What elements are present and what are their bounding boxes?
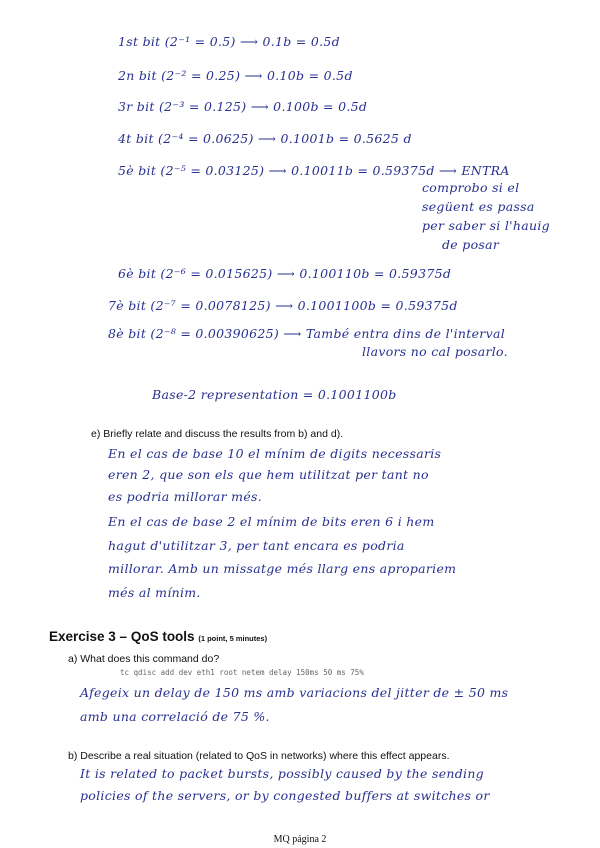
bit-5-note-1: comprobo si el [422,180,520,195]
question-e: e) Briefly relate and discuss the results from b) and d). [91,428,344,440]
question-b: b) Describe a real situation (related to QoS in networks) where this effect appears. [68,750,450,762]
bit-8-note: llavors no cal posarlo. [362,344,508,359]
base2-representation: Base-2 representation = 0.1001100b [152,387,397,402]
bit-2-line: 2n bit (2⁻² = 0.25) ⟶ 0.10b = 0.5d [118,68,353,83]
answer-b-line-2: policies of the servers, or by congested buffers at switches or [80,788,490,803]
question-a: a) What does this command do? [68,653,220,665]
answer-a-line-2: amb una correlació de 75 %. [80,709,270,724]
netem-command: tc qdisc add dev eth1 root netem delay 150ms 50 ms 75% [120,668,364,677]
exercise-3-title: Exercise 3 – QoS tools (1 point, 5 minutes) [49,629,268,644]
answer-e-line-2: eren 2, que son els que hem utilitzat per tant no [108,467,429,482]
answer-e-line-1: En el cas de base 10 el mínim de digits necessaris [108,446,442,461]
bit-4-line: 4t bit (2⁻⁴ = 0.0625) ⟶ 0.1001b = 0.5625 d [118,131,412,146]
bit-5-note-3: per saber si l'hauig [422,218,550,233]
bit-7-line: 7è bit (2⁻⁷ = 0.0078125) ⟶ 0.1001100b = 0.59375d [108,298,458,313]
answer-e-line-5: hagut d'utilitzar 3, per tant encara es podria [108,538,405,553]
bit-3-line: 3r bit (2⁻³ = 0.125) ⟶ 0.100b = 0.5d [118,99,368,114]
answer-e-line-6: millorar. Amb un missatge més llarg ens apropariem [108,561,457,576]
answer-e-line-4: En el cas de base 2 el mínim de bits eren 6 i hem [108,514,435,529]
bit-5-note-2: següent es passa [422,199,535,214]
answer-b-line-1: It is related to packet bursts, possibly caused by the sending [80,766,484,781]
bit-8-line: 8è bit (2⁻⁸ = 0.00390625) ⟶ També entra dins de l'interval [108,326,505,341]
bit-5-note-4: de posar [442,237,500,252]
exercise-3-points: (1 point, 5 minutes) [198,634,268,643]
bit-5-line: 5è bit (2⁻⁵ = 0.03125) ⟶ 0.10011b = 0.59375d ⟶ ENTRA [118,163,510,178]
page-footer: MQ página 2 [273,834,327,845]
answer-e-line-7: més al mínim. [108,585,201,600]
answer-a-line-1: Afegeix un delay de 150 ms amb variacions del jitter de ± 50 ms [80,685,509,700]
bit-6-line: 6è bit (2⁻⁶ = 0.015625) ⟶ 0.100110b = 0.59375d [118,266,452,281]
answer-e-line-3: es podria millorar més. [108,489,263,504]
bit-1-line: 1st bit (2⁻¹ = 0.5) ⟶ 0.1b = 0.5d [118,34,340,49]
